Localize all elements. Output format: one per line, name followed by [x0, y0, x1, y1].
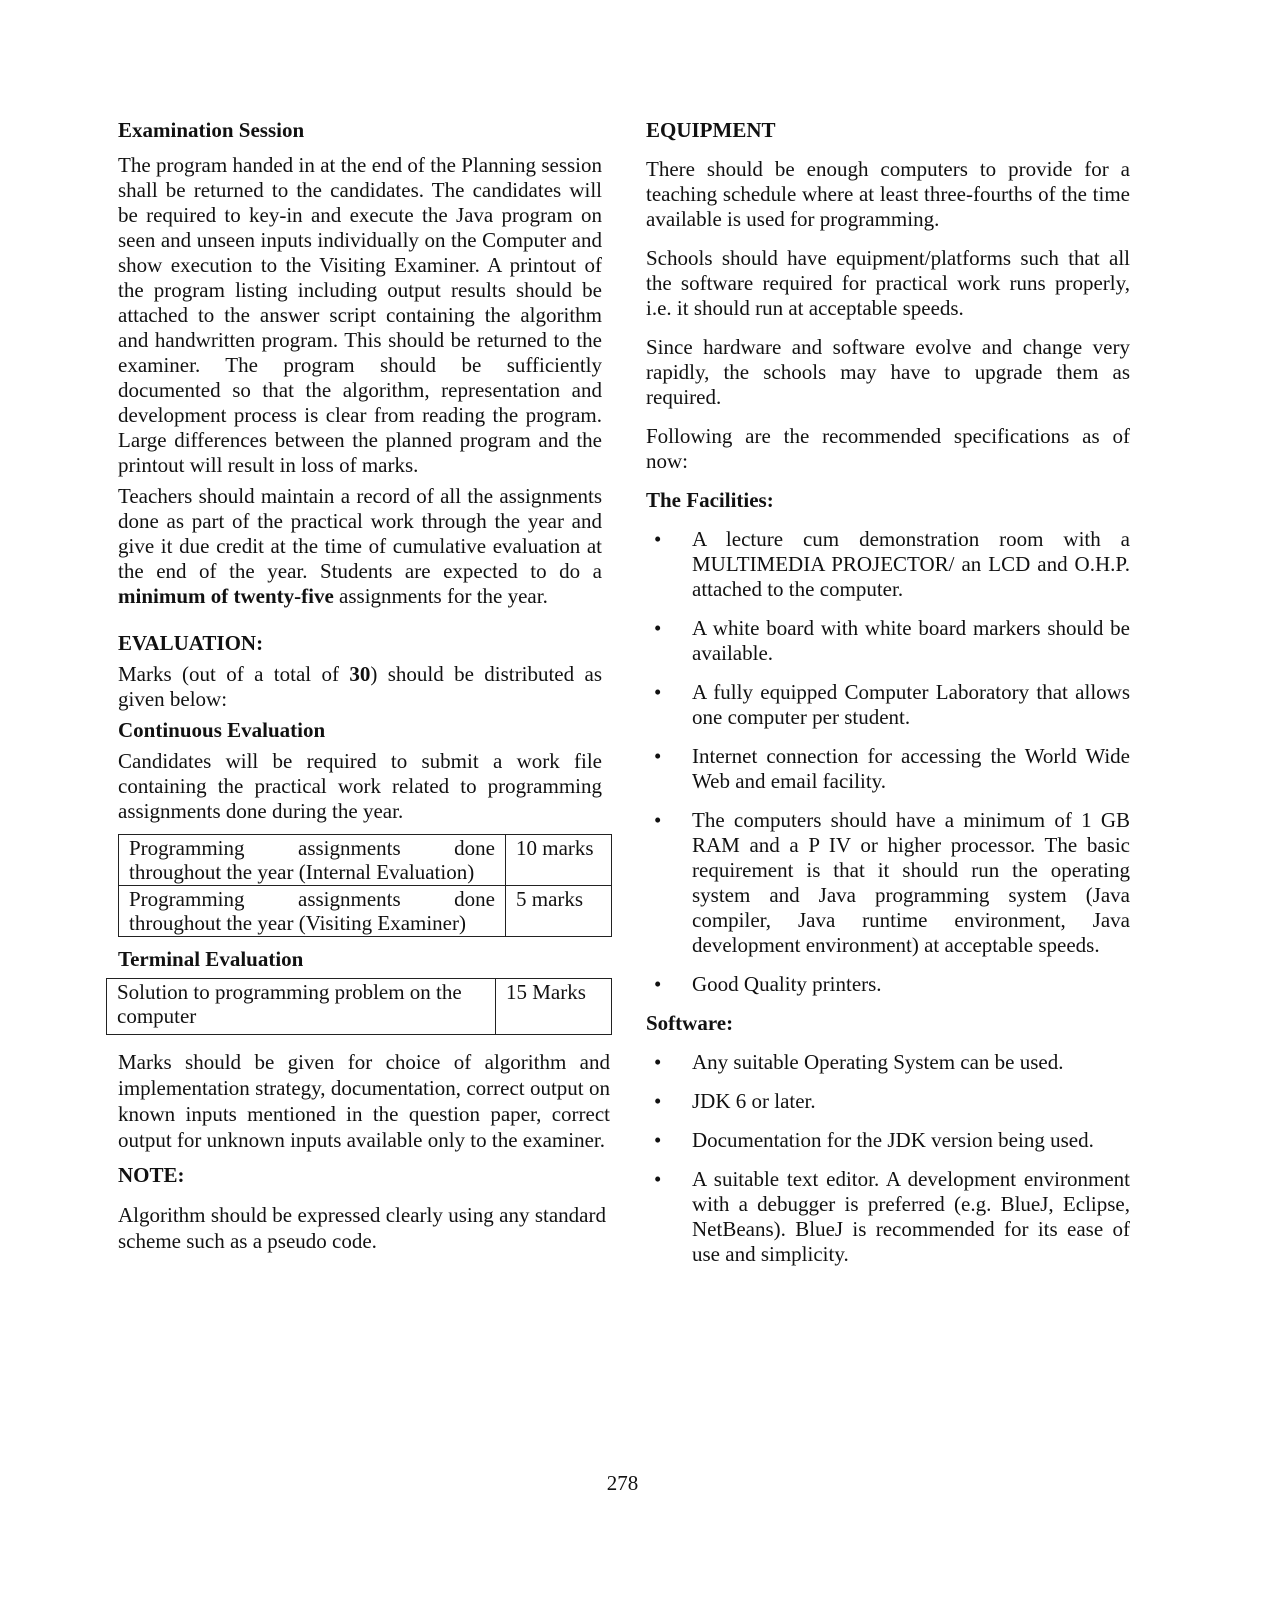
- examination-session-paragraph: The program handed in at the end of the Planning session shall be returned to the candidates. The candidates will be required to key-in and execute the Java program on seen and unseen inputs individually on the Computer and show execution to the Visiting Examiner. A printout of the program listing including output results should be attached to the answer script containing the algorithm and handwritten program. This should be returned to the examiner. The program should be sufficiently documented so that the algorithm, representation and development process is clear from reading the program. Large differences between the planned program and the printout will result in loss of marks.: [118, 153, 602, 477]
- assignments-text-end: assignments for the year.: [333, 584, 548, 608]
- list-item-text: Documentation for the JDK version being used.: [692, 1128, 1094, 1152]
- evaluation-heading: EVALUATION:: [118, 631, 264, 655]
- facilities-list: [646, 527, 1130, 997]
- list-item: [646, 1089, 1130, 1114]
- list-item-text: A fully equipped Computer Laboratory that allows one computer per student.: [692, 680, 1130, 729]
- list-item: [646, 744, 1130, 794]
- page-number: 278: [606, 1471, 639, 1495]
- list-item: [646, 1167, 1130, 1267]
- list-item-text: A suitable text editor. A development environment with a debugger is preferred (e.g. BlueJ, Eclipse, NetBeans). BlueJ is recommended for its ease of use and simplicity.: [692, 1167, 1130, 1266]
- table-cell-description: Solution to programming problem on the computer: [107, 979, 496, 1035]
- equipment-paragraph-3: Since hardware and software evolve and change very rapidly, the schools may have to upgrade them as required.: [646, 335, 1130, 409]
- bullet-icon: •: [654, 1128, 662, 1152]
- evaluation-text-start: Marks (out of a total of: [118, 662, 350, 686]
- note-paragraph: Algorithm should be expressed clearly using any standard scheme such as a pseudo code.: [118, 1203, 606, 1253]
- left-column: [117, 118, 610, 1254]
- list-item: [646, 1050, 1130, 1075]
- table-cell-marks: 15 Marks: [496, 979, 612, 1035]
- bullet-icon: •: [654, 744, 662, 768]
- table-row: [119, 886, 612, 937]
- bullet-icon: •: [654, 972, 662, 996]
- table-cell-marks: 5 marks: [506, 886, 612, 937]
- list-item-text: Good Quality printers.: [692, 972, 882, 996]
- evaluation-total-bold: 30: [349, 662, 371, 686]
- list-item-text: Any suitable Operating System can be used.: [692, 1050, 1064, 1074]
- table-cell-marks: 10 marks: [506, 835, 612, 886]
- continuous-evaluation-heading: Continuous Evaluation: [118, 718, 326, 742]
- bullet-icon: •: [654, 808, 662, 832]
- list-item: [646, 680, 1130, 730]
- bullet-icon: •: [654, 527, 662, 551]
- continuous-evaluation-paragraph: Candidates will be required to submit a work file containing the practical work related to programming assignments done during the year.: [118, 749, 602, 823]
- bullet-icon: •: [654, 1050, 662, 1074]
- bullet-icon: •: [654, 1167, 662, 1191]
- bullet-icon: •: [654, 1089, 662, 1113]
- list-item-text: Internet connection for accessing the World Wide Web and email facility.: [692, 744, 1130, 793]
- table-cell-description: Programming assignments done throughout the year (Internal Evaluation): [119, 835, 506, 886]
- marks-paragraph: Marks should be given for choice of algorithm and implementation strategy, documentation, correct output on known inputs mentioned in the question paper, correct output for unknown inputs available only to the examiner.: [118, 1050, 610, 1152]
- assignments-paragraph: [118, 484, 602, 609]
- software-list: [646, 1050, 1130, 1267]
- list-item-text: A lecture cum demonstration room with a MULTIMEDIA PROJECTOR/ an LCD and O.H.P. attached to the computer.: [692, 527, 1130, 601]
- assignments-text-start: Teachers should maintain a record of all the assignments done as part of the practical work through the year and give it due credit at the time of cumulative evaluation at the end of the year. Students are expected to do a: [118, 484, 602, 583]
- list-item: [646, 527, 1130, 602]
- software-heading: Software:: [646, 1011, 734, 1035]
- table-cell-description: Programming assignments done throughout the year (Visiting Examiner): [119, 886, 506, 937]
- equipment-paragraph-2: Schools should have equipment/platforms such that all the software required for practical work runs properly, i.e. it should run at acceptable speeds.: [646, 246, 1130, 320]
- note-heading: NOTE:: [118, 1163, 185, 1187]
- equipment-paragraph-1: There should be enough computers to provide for a teaching schedule where at least three-fourths of the time available is used for programming.: [646, 157, 1130, 231]
- list-item-text: The computers should have a minimum of 1 GB RAM and a P IV or higher processor. The basic requirement is that it should run the operating system and Java programming system (Java compiler, Java runtime environment, Java development environment) at acceptable speeds.: [692, 808, 1130, 957]
- evaluation-text-end: ) should be distributed as given below:: [118, 662, 602, 711]
- list-item-text: A white board with white board markers should be available.: [692, 616, 1130, 665]
- bullet-icon: •: [654, 616, 662, 640]
- list-item: [646, 1128, 1130, 1153]
- terminal-evaluation-heading: Terminal Evaluation: [118, 947, 304, 971]
- list-item-text: JDK 6 or later.: [692, 1089, 816, 1113]
- list-item: [646, 808, 1130, 958]
- table-row: [107, 979, 612, 1035]
- continuous-evaluation-table: [118, 834, 612, 937]
- table-row: [119, 835, 612, 886]
- equipment-heading: EQUIPMENT: [646, 118, 776, 142]
- list-item: [646, 616, 1130, 666]
- examination-session-heading: Examination Session: [118, 118, 305, 142]
- evaluation-paragraph: [118, 662, 602, 712]
- terminal-evaluation-table: [106, 978, 612, 1035]
- list-item: [646, 972, 1130, 997]
- equipment-paragraph-4: Following are the recommended specifications as of now:: [646, 424, 1130, 473]
- right-column: [646, 118, 1130, 1281]
- assignments-minimum-bold: minimum of twenty-five: [118, 584, 334, 608]
- facilities-heading: The Facilities:: [646, 488, 774, 512]
- bullet-icon: •: [654, 680, 662, 704]
